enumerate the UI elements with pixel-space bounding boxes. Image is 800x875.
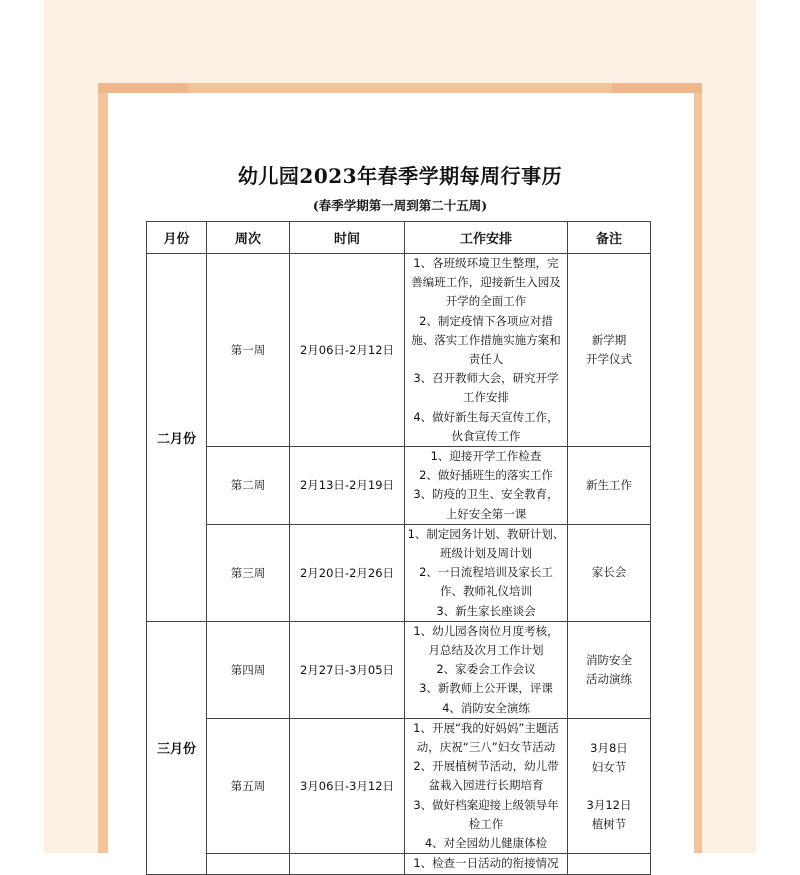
header-date: 时间 xyxy=(290,222,405,254)
task-line: 2、家委会工作会议 xyxy=(436,662,536,677)
header-tasks: 工作安排 xyxy=(405,222,568,254)
note-line: 3月12日 xyxy=(586,797,632,812)
date-cell xyxy=(290,854,405,874)
task-line: 3、防疫的卫生、安全教育， xyxy=(413,487,559,502)
note-line: 新生工作 xyxy=(586,477,632,492)
week-cell: 第一周 xyxy=(207,254,290,447)
task-line: 3、新教师上公开课，评课 xyxy=(419,681,553,696)
date-cell: 2月27日-3月05日 xyxy=(290,621,405,718)
schedule-table xyxy=(146,221,651,875)
task-line: 2、一日流程培训及家长工 xyxy=(419,565,553,580)
date-cell: 3月06日-3月12日 xyxy=(290,718,405,853)
task-line: 责任人 xyxy=(468,352,504,367)
task-line: 4、对全园幼儿健康体检 xyxy=(424,836,548,851)
note-line: 植树节 xyxy=(591,816,627,831)
notes-cell xyxy=(568,854,651,874)
note-line: 家长会 xyxy=(591,565,627,580)
note-spacer xyxy=(568,777,650,796)
task-line: 1、检查一日活动的衔接情况 xyxy=(413,856,559,871)
week-cell: 第二周 xyxy=(207,447,290,525)
task-line: 3、召开教师大会，研究开学 xyxy=(413,371,559,386)
week-cell: 第五周 xyxy=(207,718,290,853)
month-cell-mar: 三月份 xyxy=(147,621,207,874)
notes-cell xyxy=(568,524,651,621)
frame-corner-left xyxy=(98,83,188,93)
task-line: 上好安全第一课 xyxy=(445,506,527,521)
task-line: 动，庆祝“三八”妇女节活动 xyxy=(416,740,556,755)
task-line: 检工作 xyxy=(468,816,504,831)
table-row xyxy=(147,718,651,853)
task-line: 2、做好插班生的落实工作 xyxy=(419,468,553,483)
tasks-cell xyxy=(405,254,568,447)
month-cell-feb: 二月份 xyxy=(147,254,207,622)
notes-cell xyxy=(568,621,651,718)
task-line: 月总结及次月工作计划 xyxy=(428,643,544,658)
week-cell xyxy=(207,854,290,874)
task-line: 班级计划及周计划 xyxy=(440,546,532,561)
note-line: 3月8日 xyxy=(590,740,628,755)
task-line: 施、落实工作措施实施方案和 xyxy=(411,332,561,347)
table-row xyxy=(147,524,651,621)
table-row xyxy=(147,254,651,447)
table-header-row xyxy=(147,222,651,254)
task-line: 1、开展“我的好妈妈”主题活 xyxy=(413,720,559,735)
document-title: 幼儿园2023年春季学期每周行事历 xyxy=(237,164,563,188)
tasks-cell xyxy=(405,854,568,874)
header-week: 周次 xyxy=(207,222,290,254)
task-line: 4、做好新生每天宣传工作， xyxy=(413,409,559,424)
note-line: 妇女节 xyxy=(591,759,627,774)
header-notes: 备注 xyxy=(568,222,651,254)
task-line: 1、幼儿园各岗位月度考核， xyxy=(413,623,559,638)
notes-cell xyxy=(568,254,651,447)
table-row xyxy=(147,854,651,874)
task-line: 2、开展植树节活动，幼儿带 xyxy=(413,759,559,774)
task-line: 1、迎接开学工作检查 xyxy=(430,449,542,464)
tasks-cell xyxy=(405,621,568,718)
tasks-cell xyxy=(405,524,568,621)
date-cell: 2月20日-2月26日 xyxy=(290,524,405,621)
document-subtitle: (春季学期第一周到第二十五周) xyxy=(312,198,488,213)
week-cell: 第四周 xyxy=(207,621,290,718)
task-line: 4、消防安全演练 xyxy=(442,700,530,715)
task-line: 1、制定园务计划、教研计划、 xyxy=(407,526,565,541)
task-line: 1、各班级环境卫生整理，完 xyxy=(413,256,559,270)
task-line: 3、做好档案迎接上级领导年 xyxy=(413,797,559,812)
week-cell: 第三周 xyxy=(207,524,290,621)
header-month: 月份 xyxy=(147,222,207,254)
task-line: 3、新生家长座谈会 xyxy=(436,603,536,618)
date-cell: 2月06日-2月12日 xyxy=(290,254,405,447)
frame-corner-right xyxy=(612,83,702,93)
note-line: 消防安全 xyxy=(586,652,632,667)
tasks-cell xyxy=(405,447,568,525)
date-cell: 2月13日-2月19日 xyxy=(290,447,405,525)
task-line: 伙食宣传工作 xyxy=(451,428,521,443)
note-line: 活动演练 xyxy=(586,671,632,686)
task-line: 盆栽入园进行长期培育 xyxy=(428,778,544,793)
notes-cell xyxy=(568,447,651,525)
table-row xyxy=(147,621,651,718)
notes-cell xyxy=(568,718,651,853)
task-line: 善编班工作，迎接新生入园及 xyxy=(411,275,561,290)
task-line: 作、教师礼仪培训 xyxy=(440,584,532,599)
table-row xyxy=(147,447,651,525)
note-line: 开学仪式 xyxy=(586,352,632,367)
task-line: 2、制定疫情下各项应对措 xyxy=(419,313,553,328)
task-line: 开学的全面工作 xyxy=(445,294,527,309)
tasks-cell xyxy=(405,718,568,853)
task-line: 工作安排 xyxy=(463,390,509,405)
note-line: 新学期 xyxy=(591,333,627,348)
